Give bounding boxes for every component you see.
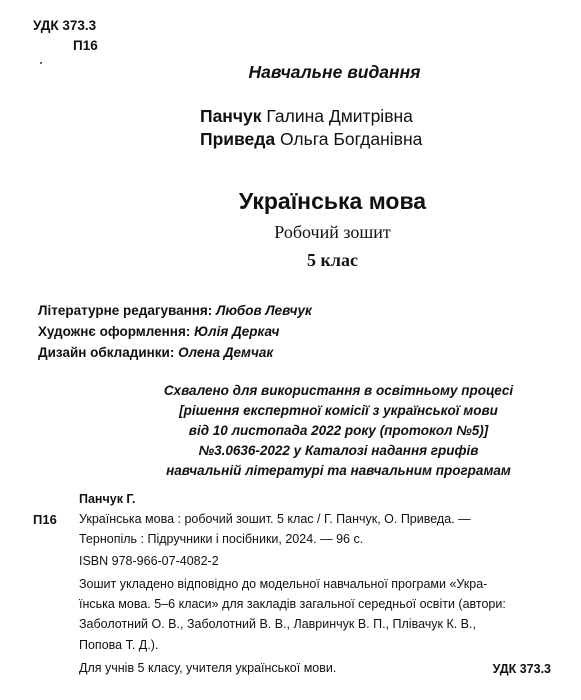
book-title: Українська мова — [238, 188, 427, 214]
edition-type: Навчальне видання — [248, 62, 421, 82]
audience-note: Для учнів 5 класу, учителя української мови. — [79, 661, 337, 675]
author-2-surname: Приведа — [200, 129, 276, 149]
credit-person: Любов Левчук — [216, 303, 312, 318]
credit-role: Дизайн обкладинки: — [38, 345, 175, 360]
approval-line: Схвалено для використання в освітньому процесі — [163, 383, 514, 398]
author-1-name: Галина Дмитрівна — [266, 106, 413, 126]
approval-line: навчальній літературі та навчальним програмам — [166, 463, 511, 478]
credit-person: Юлія Деркач — [194, 324, 280, 339]
description-line: Зошит укладено відповідно до модельної навчальної програми «Укра- — [79, 577, 488, 591]
bib-code: П16 — [33, 512, 57, 527]
book-subtitle: Робочий зошит — [274, 222, 391, 242]
description-line: їнська мова. 5–6 класи» для закладів загальної середньої освіти (автори: — [79, 597, 506, 611]
approval-line: №3.0636-2022 у Каталозі надання грифів — [198, 443, 479, 458]
description-line: Попова Т. Д.). — [79, 638, 159, 652]
author-2-name: Ольга Богданівна — [280, 129, 423, 149]
author-1 — [200, 106, 413, 127]
author-1-surname: Панчук — [200, 106, 262, 126]
bib-line: Тернопіль : Підручники і посібники, 2024. — 96 с. — [79, 532, 364, 546]
isbn: ISBN 978-966-07-4082-2 — [79, 554, 219, 568]
bib-author: Панчук Г. — [79, 492, 136, 506]
approval-line: від 10 листопада 2022 року (протокол №5)] — [188, 423, 489, 438]
approval-line: [рішення експертної комісії з української мови — [179, 403, 498, 418]
catalog-code-top: П16 — [73, 38, 98, 53]
description-line: Заболотний О. В., Заболотний В. В., Лавринчук В. П., Плівачук К. В., — [79, 617, 476, 631]
credit-role: Художнє оформлення: — [38, 324, 191, 339]
bib-line: Українська мова : робочий зошит. 5 клас / Г. Панчук, О. Приведа. — — [79, 512, 471, 526]
credit-cover — [38, 345, 273, 360]
credit-person: Олена Демчак — [178, 345, 274, 360]
udk-code-top: УДК 373.3 — [33, 18, 97, 33]
credit-role: Літературне редагування: — [38, 303, 213, 318]
udk-code-bottom: УДК 373.3 — [492, 662, 551, 676]
author-2 — [200, 129, 422, 150]
credit-editing — [38, 303, 312, 318]
credit-art — [38, 324, 279, 339]
book-grade: 5 клас — [307, 250, 358, 270]
